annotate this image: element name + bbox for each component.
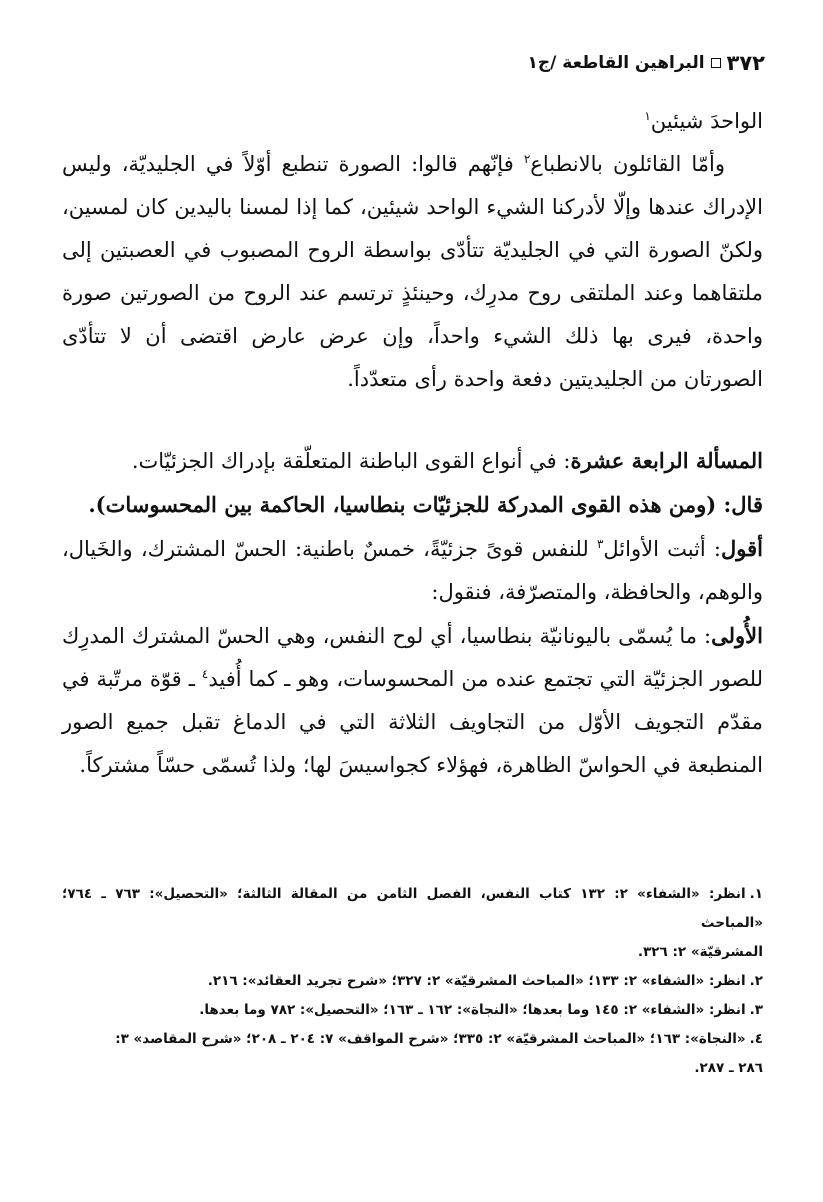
page-number: ٣٧٢	[726, 51, 765, 75]
qala-label: قال	[731, 492, 763, 517]
masala-label: المسألة الرابعة عشرة	[570, 448, 763, 473]
footnote-ref-3[interactable]: ٣	[596, 537, 604, 551]
footnote-4-cont: ٢٨٦ ـ ٢٨٧.	[694, 1060, 763, 1076]
book-title: البراهين القاطعة /ج١	[527, 53, 705, 73]
ula-paragraph: الأُولى: ما يُسمّى باليونانيّة بنطاسيا، أي لوح النفس، وهي الحسّ المشترك المدرِك للصور الجزئيّة التي تجتمع عنده من المحسوسات، وهو ـ كما أُفيد$^٤$ ـ قوّة مرتّبة في مقدّم التجويف الأوّل من التجاويف الثلاثة التي في الدماغ تقبل جميع الصور المنطبعة في الحواسّ الظاهرة، فهؤلاء كجواسيسَ لها؛ ولذا تُسمّى حسّاً مشتركاً.	[62, 623, 764, 777]
continuation-line: الواحدَ شيئين$^١$	[644, 109, 763, 133]
footnote-1: ١.انظر: «الشفاء» ٢: ١٣٢ كتاب النفس، الفصل الثامن من المقالة الثالثة؛ «التحصيل»: ٧٦٣ ـ ٧٦٤؛ «المباحث	[62, 886, 763, 931]
footnote-ref-4[interactable]: ٤	[201, 667, 209, 681]
section-heading	[62, 439, 763, 483]
aqulu-paragraph: أقول: أثبت الأوائل$^٣$ للنفس قوىً جزئيّةً، خمسٌ باطنية: الحسّ المشترك، والخَيال، والوهم، والحافظة، والمتصرّفة، فنقول:	[62, 536, 763, 604]
section-gap	[62, 401, 763, 439]
qala-paragraph	[62, 483, 763, 527]
square-bullet-icon	[711, 58, 721, 68]
footnotes	[62, 880, 763, 1083]
qala-text: : (ومن هذه القوى المدركة للجزئيّات بنطاسيا، الحاكمة بين المحسوسات).	[88, 492, 732, 517]
masala-text: : في أنواع القوى الباطنة المتعلّقة بإدراك الجزئيّات.	[131, 449, 571, 473]
footnote-ref-2[interactable]: ٢	[523, 152, 531, 166]
main-text	[62, 100, 763, 787]
running-header	[60, 48, 765, 78]
footnote-ref-1[interactable]: ١	[644, 109, 651, 123]
paragraph-intibaa: وأمّا القائلون بالانطباع$^٢$ فإنّهم قالوا: الصورة تنطبع أوّلاً في الجليديّة، وليس الإدراك عندها وإلّا لأدركنا الشيء الواحد شيئين، كما إذا لمسنا باليدين كان لمسين، ولكنّ الصورة التي في الجليديّة تتأدّى بواسطة الروح المصبوب في العصبتين إلى ملتقاهما وعند الملتقى روح مدرِك، وحينئذٍ ترتسم عند الروح من الصورتين صورة واحدة، فيرى بها ذلك الشيء واحداً، وإن عرض عارض اقتضى أن لا تتأدّى الصورتان من الجليديتين دفعة واحدة رأى متعدّداً.	[62, 152, 763, 391]
ula-label: الأُولى	[711, 623, 763, 648]
footnote-2: ٢.انظر: «الشفاء» ٢: ١٣٣؛ «المباحث المشرقيّة» ٢: ٣٢٧؛ «شرح تجريد العقائد»: ٢١٦.	[207, 973, 763, 989]
footnote-4: ٤.«النجاة»: ١٦٣؛ «المباحث المشرقيّة» ٢: ٣٣٥؛ «شرح المواقف» ٧: ٢٠٤ ـ ٢٠٨؛ «شرح المقاصد» ٣:	[115, 1031, 763, 1047]
footnote-3: ٣.انظر: «الشفاء» ٢: ١٤٥ وما بعدها؛ «النجاة»: ١٦٢ ـ ١٦٣؛ «التحصيل»: ٧٨٢ وما بعدها.	[199, 1002, 763, 1018]
aqulu-label: أقول	[721, 536, 763, 561]
footnote-1-cont: المشرقيّة» ٢: ٣٢٦.	[637, 944, 763, 960]
